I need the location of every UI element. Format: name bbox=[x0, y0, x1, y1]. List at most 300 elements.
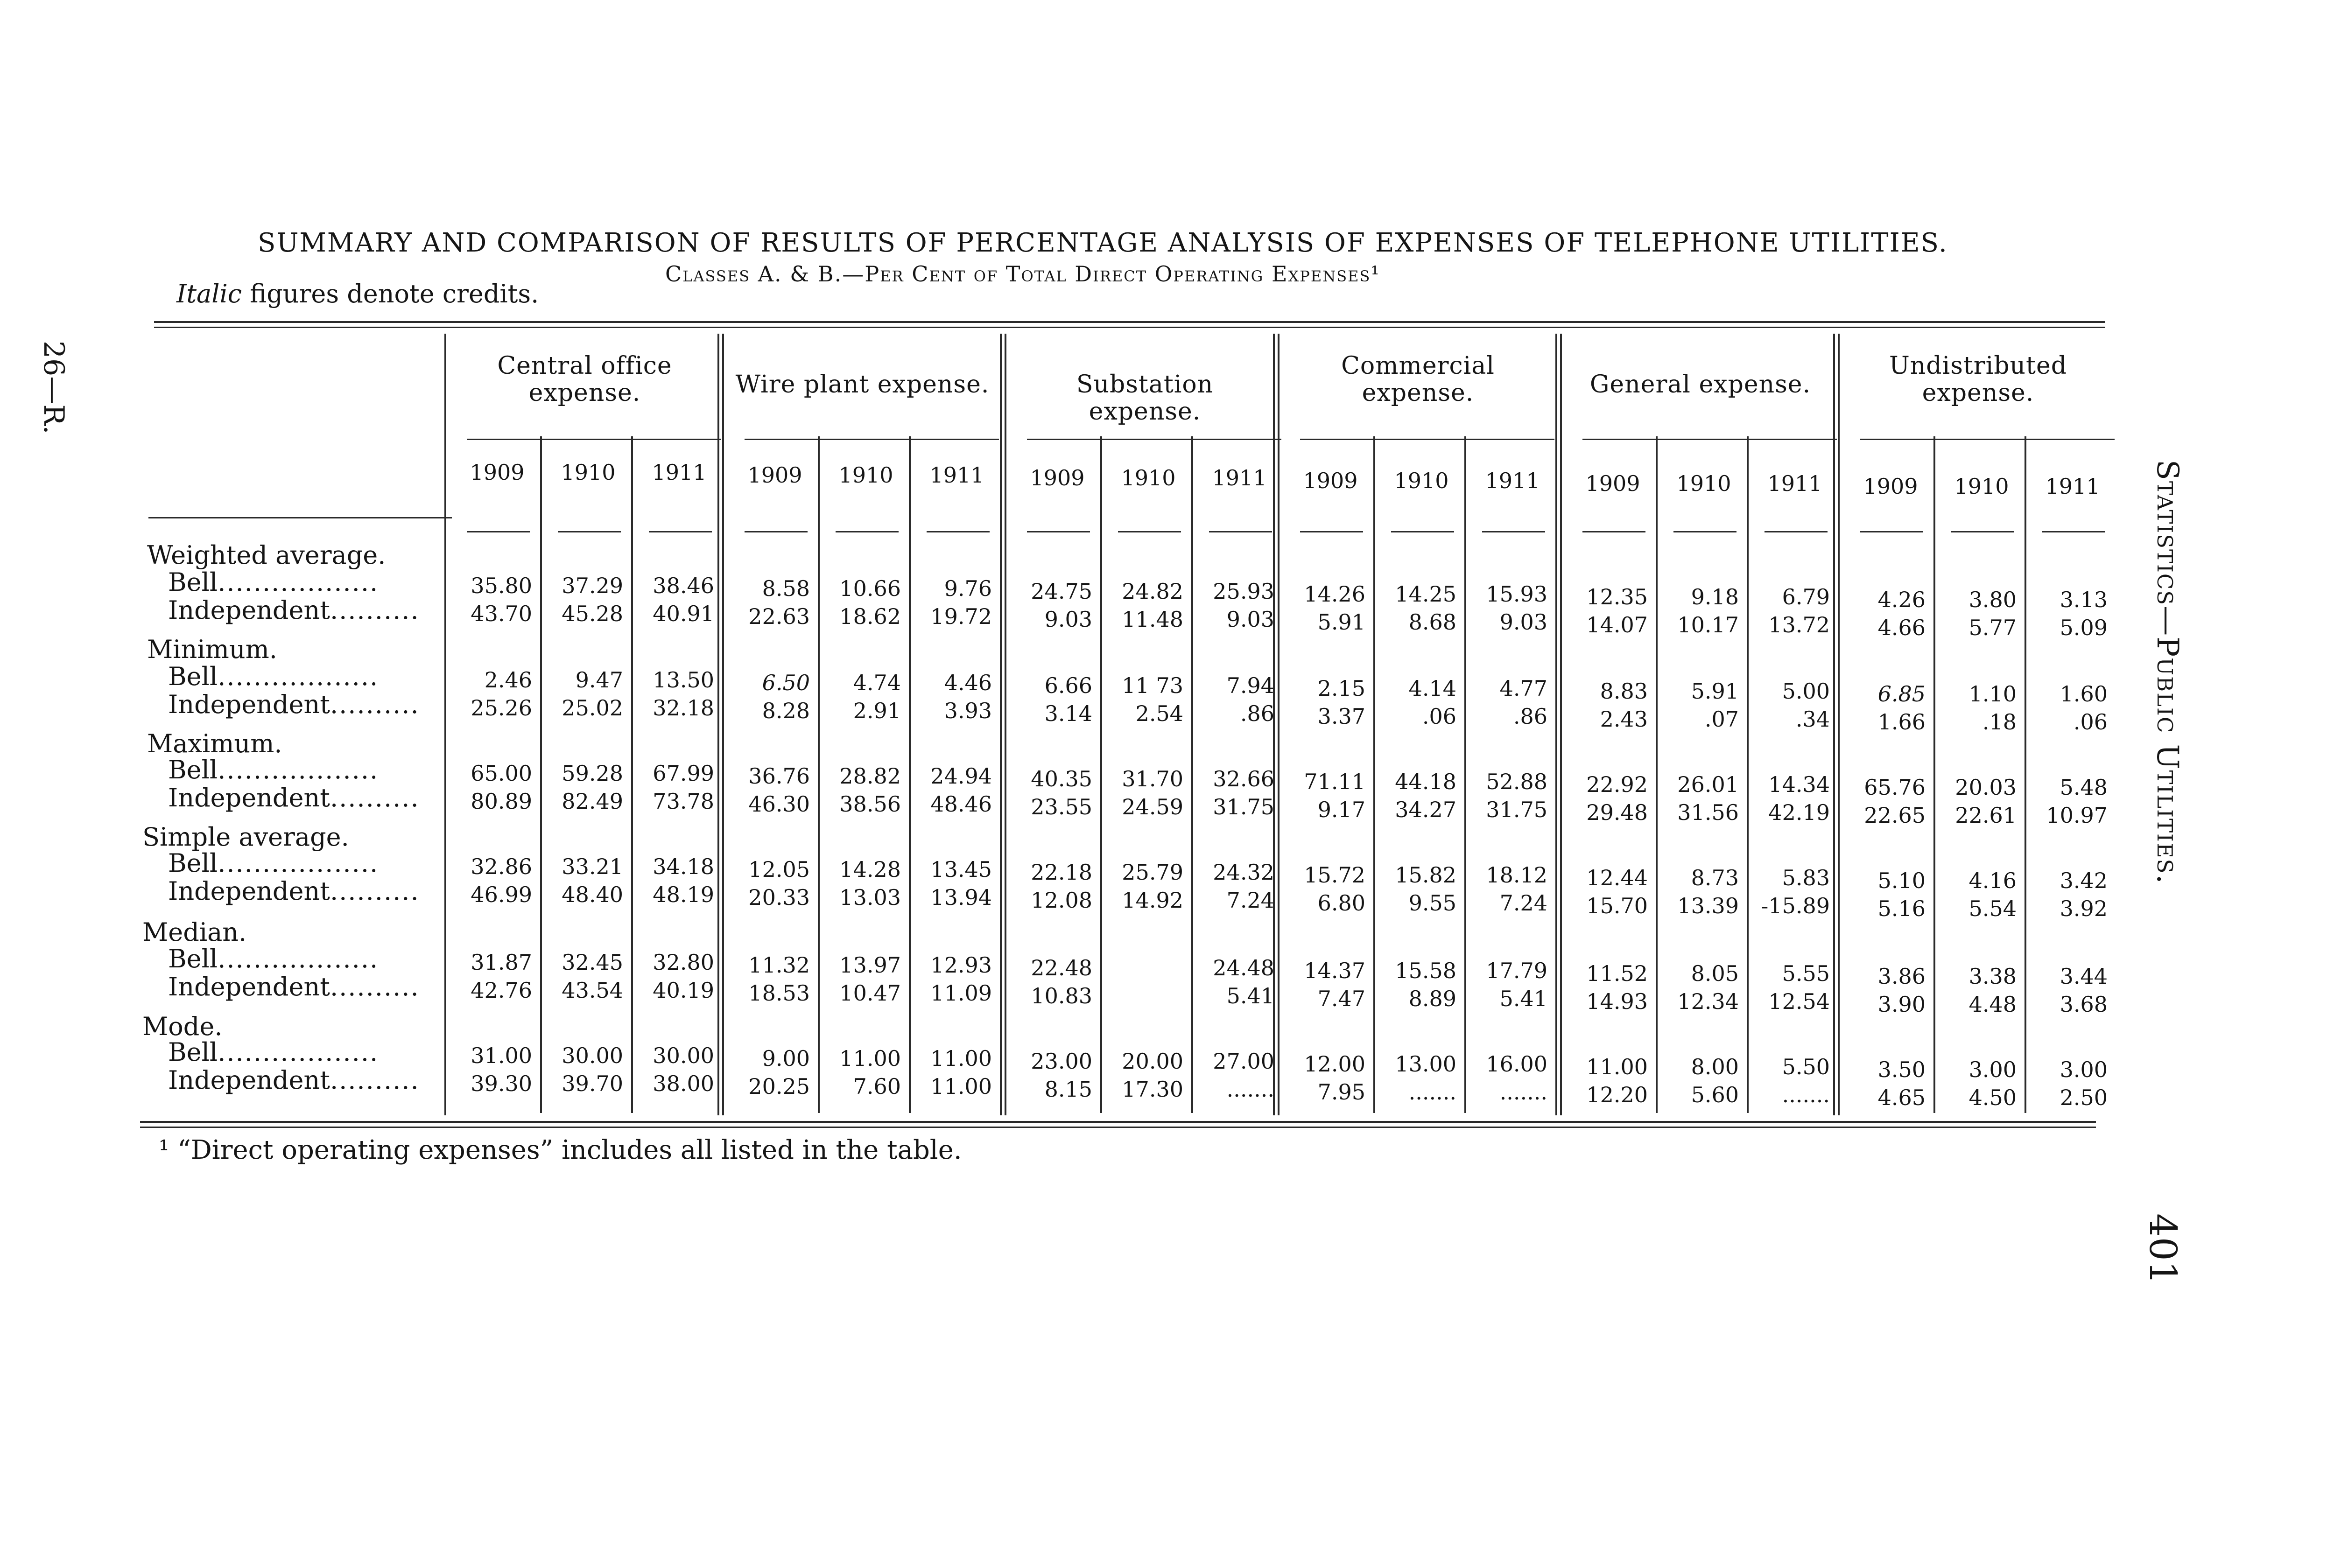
data-cell: 11.52 bbox=[1586, 961, 1648, 986]
group-heading: General expense. bbox=[1589, 371, 1811, 399]
data-cell: 23.00 bbox=[1031, 1049, 1092, 1074]
year-heading: 1909 bbox=[1303, 468, 1358, 493]
data-cell: 3.92 bbox=[2060, 896, 2108, 921]
data-cell: 3.13 bbox=[2060, 587, 2108, 612]
data-cell: 27.00 bbox=[1213, 1049, 1274, 1074]
data-cell: 1.66 bbox=[1877, 709, 1926, 735]
data-cell: 3.44 bbox=[2060, 964, 2108, 989]
data-cell: 38.00 bbox=[653, 1071, 714, 1096]
col-divider bbox=[1191, 436, 1193, 1113]
data-cell: 5.50 bbox=[1782, 1054, 1830, 1079]
data-cell: 48.40 bbox=[562, 882, 623, 907]
row-label-text: Bell bbox=[168, 755, 218, 784]
data-cell: 31.00 bbox=[471, 1043, 532, 1068]
data-cell: 11.00 bbox=[1586, 1054, 1648, 1079]
year-heading: 1911 bbox=[652, 460, 707, 485]
col-divider bbox=[2025, 436, 2026, 1113]
data-cell: 2.15 bbox=[1317, 676, 1365, 701]
leader-dots: .......... bbox=[330, 1065, 420, 1095]
data-cell: 3.42 bbox=[2060, 868, 2108, 893]
data-cell: 14.34 bbox=[1768, 772, 1830, 797]
data-cell: 33.21 bbox=[562, 854, 623, 879]
year-heading: 1911 bbox=[929, 462, 984, 488]
data-cell: 5.54 bbox=[1968, 896, 2017, 921]
data-cell: 5.91 bbox=[1691, 679, 1739, 704]
row-label-text: Bell bbox=[168, 662, 218, 691]
data-cell: 6.79 bbox=[1782, 584, 1830, 609]
side-page-label: 26—R. bbox=[37, 341, 70, 434]
data-cell: 15.93 bbox=[1486, 581, 1547, 607]
year-rule bbox=[1482, 531, 1545, 532]
data-cell: 32.18 bbox=[653, 695, 714, 721]
data-cell: 8.89 bbox=[1408, 986, 1456, 1011]
group-divider bbox=[722, 334, 724, 1115]
data-cell: 5.16 bbox=[1877, 896, 1926, 921]
data-cell: 5.10 bbox=[1877, 868, 1926, 893]
group-rule bbox=[467, 439, 721, 440]
year-heading: 1909 bbox=[470, 460, 525, 485]
data-cell: 43.70 bbox=[471, 601, 532, 626]
leader-dots: .......... bbox=[330, 783, 420, 812]
data-cell: 48.46 bbox=[930, 791, 992, 817]
data-cell: 10.83 bbox=[1031, 983, 1092, 1008]
leader-dots: .......... bbox=[330, 690, 420, 719]
data-cell: 24.94 bbox=[930, 763, 992, 789]
data-cell: 24.82 bbox=[1122, 579, 1183, 604]
data-cell: 32.66 bbox=[1213, 766, 1274, 791]
data-cell: 32.45 bbox=[562, 950, 623, 975]
year-heading: 1909 bbox=[1585, 471, 1640, 496]
data-cell: 4.74 bbox=[853, 670, 901, 695]
row-label-text: Independent bbox=[168, 972, 330, 1001]
data-cell: 22.92 bbox=[1586, 772, 1648, 797]
data-cell: 8.15 bbox=[1044, 1077, 1092, 1102]
data-cell: 12.34 bbox=[1677, 989, 1739, 1014]
data-cell: 8.28 bbox=[762, 698, 810, 723]
data-cell: 2.43 bbox=[1600, 707, 1648, 732]
data-cell: 3.37 bbox=[1317, 704, 1365, 729]
data-cell: 11.00 bbox=[930, 1074, 992, 1099]
year-rule bbox=[1951, 531, 2014, 532]
page-subtitle: Classes A. & B.—Per Cent of Total Direct Operating Expenses¹ bbox=[665, 261, 1380, 287]
data-cell: 5.77 bbox=[1968, 615, 2017, 640]
data-cell: 4.50 bbox=[1968, 1085, 2017, 1110]
data-cell: 18.12 bbox=[1486, 862, 1547, 888]
italic-note bbox=[176, 279, 539, 308]
data-cell: 9.55 bbox=[1408, 890, 1456, 916]
data-cell: 43.54 bbox=[562, 978, 623, 1003]
data-cell: 20.00 bbox=[1122, 1049, 1183, 1074]
row-label bbox=[168, 848, 379, 878]
year-heading: 1911 bbox=[1767, 471, 1822, 496]
group-divider-double bbox=[1000, 334, 1002, 1115]
data-cell: 7.24 bbox=[1226, 888, 1274, 913]
col-divider bbox=[818, 436, 820, 1113]
data-cell: 80.89 bbox=[471, 789, 532, 814]
year-rule bbox=[927, 531, 990, 532]
group-rule bbox=[1027, 439, 1281, 440]
year-rule bbox=[558, 531, 621, 532]
data-cell: 46.99 bbox=[471, 882, 532, 907]
data-cell: 38.46 bbox=[653, 573, 714, 598]
data-cell: 13.03 bbox=[839, 885, 901, 910]
group-rule bbox=[1300, 439, 1554, 440]
data-cell: 6.80 bbox=[1317, 890, 1365, 916]
data-cell: 15.58 bbox=[1395, 958, 1456, 983]
data-cell: 1.60 bbox=[2060, 681, 2108, 707]
section-heading: Minimum. bbox=[147, 635, 277, 664]
data-cell: 3.68 bbox=[2060, 992, 2108, 1017]
group-heading: Central office expense. bbox=[497, 352, 672, 407]
data-cell: 12.00 bbox=[1304, 1051, 1365, 1077]
data-cell: 40.19 bbox=[653, 978, 714, 1003]
data-cell: 2.91 bbox=[853, 698, 901, 723]
data-cell: 12.93 bbox=[930, 952, 992, 978]
data-cell: 28.82 bbox=[839, 763, 901, 789]
data-cell: 1.10 bbox=[1968, 681, 2017, 707]
data-cell: 13.97 bbox=[839, 952, 901, 978]
data-cell: 9.47 bbox=[575, 667, 623, 693]
data-cell: 10.47 bbox=[839, 980, 901, 1006]
data-cell: 20.25 bbox=[748, 1074, 810, 1099]
bottom-rule bbox=[140, 1121, 2096, 1123]
row-label bbox=[168, 1065, 420, 1095]
data-cell: 30.00 bbox=[562, 1043, 623, 1068]
data-cell: 34.27 bbox=[1395, 797, 1456, 822]
row-label-text: Independent bbox=[168, 783, 330, 812]
leader-dots: .......... bbox=[330, 876, 420, 906]
data-cell: 31.75 bbox=[1486, 797, 1547, 822]
footnote: ¹ “Direct operating expenses” includes all listed in the table. bbox=[159, 1135, 962, 1165]
data-cell: 29.48 bbox=[1586, 800, 1648, 825]
data-cell: 31.70 bbox=[1122, 766, 1183, 791]
data-cell: 24.75 bbox=[1031, 579, 1092, 604]
group-divider bbox=[444, 334, 446, 1115]
data-cell: 7.47 bbox=[1317, 986, 1365, 1011]
data-cell: ....... bbox=[1408, 1079, 1456, 1105]
data-cell: 46.30 bbox=[748, 791, 810, 817]
section-heading: Median. bbox=[142, 917, 247, 947]
data-cell: .34 bbox=[1795, 707, 1830, 732]
year-rule bbox=[1027, 531, 1090, 532]
year-heading: 1909 bbox=[1030, 465, 1085, 490]
data-cell: 14.07 bbox=[1586, 612, 1648, 637]
data-cell: 40.35 bbox=[1031, 766, 1092, 791]
data-cell: 4.48 bbox=[1968, 992, 2017, 1017]
data-cell: 12.35 bbox=[1586, 584, 1648, 609]
top-rule bbox=[154, 321, 2105, 323]
data-cell: 10.17 bbox=[1677, 612, 1739, 637]
col-divider bbox=[1373, 436, 1375, 1113]
group-rule bbox=[1860, 439, 2115, 440]
data-cell: 30.00 bbox=[653, 1043, 714, 1068]
data-cell: 8.05 bbox=[1691, 961, 1739, 986]
col-divider bbox=[1464, 436, 1466, 1113]
data-cell: 5.83 bbox=[1782, 865, 1830, 890]
group-divider bbox=[1838, 334, 1840, 1115]
data-cell: 4.77 bbox=[1499, 676, 1547, 701]
year-heading: 1909 bbox=[747, 462, 802, 488]
data-cell: 31.75 bbox=[1213, 794, 1274, 819]
row-label-text: Independent bbox=[168, 876, 330, 906]
data-cell: 32.80 bbox=[653, 950, 714, 975]
data-cell: 16.00 bbox=[1486, 1051, 1547, 1077]
year-heading: 1911 bbox=[1212, 465, 1267, 490]
group-heading: Wire plant expense. bbox=[735, 371, 990, 399]
year-heading: 1910 bbox=[561, 460, 616, 485]
data-cell: 5.55 bbox=[1782, 961, 1830, 986]
leader-dots: .................. bbox=[218, 567, 379, 597]
data-cell: 24.32 bbox=[1213, 860, 1274, 885]
data-cell: 7.60 bbox=[853, 1074, 901, 1099]
data-cell: 5.09 bbox=[2060, 615, 2108, 640]
data-cell: 52.88 bbox=[1486, 769, 1547, 794]
col-divider bbox=[540, 436, 542, 1113]
group-rule bbox=[745, 439, 999, 440]
data-cell: ....... bbox=[1499, 1079, 1547, 1105]
col-divider bbox=[1747, 436, 1749, 1113]
row-label-text: Independent bbox=[168, 690, 330, 719]
data-cell: 12.54 bbox=[1768, 989, 1830, 1014]
year-heading: 1910 bbox=[838, 462, 893, 488]
data-cell: 22.48 bbox=[1031, 955, 1092, 980]
data-cell: 18.53 bbox=[748, 980, 810, 1006]
group-divider bbox=[1278, 334, 1279, 1115]
data-cell: 5.41 bbox=[1499, 986, 1547, 1011]
data-cell: .86 bbox=[1240, 701, 1274, 726]
data-cell: 22.65 bbox=[1864, 803, 1926, 828]
row-label bbox=[168, 1037, 379, 1067]
data-cell: 3.14 bbox=[1044, 701, 1092, 726]
group-divider bbox=[1560, 334, 1562, 1115]
data-cell: 59.28 bbox=[562, 761, 623, 786]
data-cell: 8.68 bbox=[1408, 609, 1456, 635]
data-cell: 9.76 bbox=[944, 576, 992, 601]
row-label bbox=[168, 783, 420, 812]
data-cell: 3.00 bbox=[2060, 1057, 2108, 1082]
section-heading: Maximum. bbox=[147, 729, 282, 758]
group-heading: Commercial expense. bbox=[1341, 352, 1495, 407]
data-cell: 9.03 bbox=[1499, 609, 1547, 635]
group-rule bbox=[1582, 439, 1837, 440]
col-divider bbox=[909, 436, 911, 1113]
data-cell: 17.30 bbox=[1122, 1077, 1183, 1102]
data-cell: 48.19 bbox=[653, 882, 714, 907]
year-rule bbox=[745, 531, 808, 532]
data-cell: 13.72 bbox=[1768, 612, 1830, 637]
year-rule bbox=[2042, 531, 2105, 532]
page-number: 401 bbox=[2141, 1213, 2185, 1285]
year-rule bbox=[1300, 531, 1363, 532]
stub-rule bbox=[148, 517, 452, 518]
year-heading: 1910 bbox=[1121, 465, 1176, 490]
data-cell: 4.16 bbox=[1968, 868, 2017, 893]
data-cell: 4.14 bbox=[1408, 676, 1456, 701]
data-cell: 14.26 bbox=[1304, 581, 1365, 607]
data-cell: 20.33 bbox=[748, 885, 810, 910]
data-cell: 14.28 bbox=[839, 857, 901, 882]
year-heading: 1909 bbox=[1863, 474, 1918, 499]
data-cell: 7.24 bbox=[1499, 890, 1547, 916]
data-cell: 3.38 bbox=[1968, 964, 2017, 989]
year-rule bbox=[1860, 531, 1923, 532]
group-divider bbox=[1005, 334, 1006, 1115]
data-cell: 40.91 bbox=[653, 601, 714, 626]
group-divider-double bbox=[717, 334, 719, 1115]
year-rule bbox=[1391, 531, 1454, 532]
data-cell: 3.90 bbox=[1877, 992, 1926, 1017]
leader-dots: .................. bbox=[218, 848, 379, 878]
data-cell: 8.58 bbox=[762, 576, 810, 601]
year-rule bbox=[1582, 531, 1645, 532]
data-cell: 37.29 bbox=[562, 573, 623, 598]
row-label bbox=[168, 567, 379, 597]
data-cell: ....... bbox=[1782, 1082, 1830, 1107]
data-cell: 13.00 bbox=[1395, 1051, 1456, 1077]
data-cell: 3.86 bbox=[1877, 964, 1926, 989]
data-cell: 23.55 bbox=[1031, 794, 1092, 819]
data-cell: 14.93 bbox=[1586, 989, 1648, 1014]
data-cell: 38.56 bbox=[839, 791, 901, 817]
data-cell: 20.03 bbox=[1955, 775, 2017, 800]
col-divider bbox=[1656, 436, 1658, 1113]
data-cell: .06 bbox=[1422, 704, 1456, 729]
leader-dots: .................. bbox=[218, 662, 379, 691]
row-label bbox=[168, 944, 379, 973]
data-cell: 5.48 bbox=[2060, 775, 2108, 800]
data-cell: 5.41 bbox=[1226, 983, 1274, 1008]
data-cell: 11.09 bbox=[930, 980, 992, 1006]
year-rule bbox=[467, 531, 530, 532]
row-label-text: Bell bbox=[168, 944, 218, 973]
data-cell: 4.46 bbox=[944, 670, 992, 695]
bottom-rule-2 bbox=[140, 1127, 2096, 1128]
data-cell: 45.28 bbox=[562, 601, 623, 626]
leader-dots: .................. bbox=[218, 944, 379, 973]
data-cell: 4.26 bbox=[1877, 587, 1926, 612]
data-cell: 13.94 bbox=[930, 885, 992, 910]
data-cell: 4.65 bbox=[1877, 1085, 1926, 1110]
data-cell: 44.18 bbox=[1395, 769, 1456, 794]
year-rule bbox=[836, 531, 899, 532]
data-cell: 14.25 bbox=[1395, 581, 1456, 607]
section-heading: Weighted average. bbox=[147, 540, 386, 570]
data-cell: 4.66 bbox=[1877, 615, 1926, 640]
data-cell: 22.63 bbox=[748, 604, 810, 629]
top-rule-2 bbox=[154, 327, 2105, 328]
leader-dots: .................. bbox=[218, 755, 379, 784]
row-label bbox=[168, 595, 420, 625]
data-cell: 32.86 bbox=[471, 854, 532, 879]
data-cell: 2.54 bbox=[1135, 701, 1183, 726]
data-cell: 36.76 bbox=[748, 763, 810, 789]
data-cell: .18 bbox=[1982, 709, 2017, 735]
group-divider-double bbox=[1833, 334, 1835, 1115]
italic-note-word: Italic bbox=[176, 279, 242, 308]
page-title: SUMMARY AND COMPARISON OF RESULTS OF PERCENTAGE ANALYSIS OF EXPENSES OF TELEPHONE UTILITIES. bbox=[258, 228, 1948, 258]
data-cell: 5.91 bbox=[1317, 609, 1365, 635]
data-cell: 26.01 bbox=[1677, 772, 1739, 797]
col-divider bbox=[1933, 436, 1935, 1113]
data-cell: 25.26 bbox=[471, 695, 532, 721]
section-heading: Mode. bbox=[142, 1012, 223, 1041]
group-heading: Substation expense. bbox=[1076, 371, 1214, 426]
data-cell: 24.59 bbox=[1122, 794, 1183, 819]
data-cell: 9.03 bbox=[1044, 607, 1092, 632]
year-rule bbox=[1209, 531, 1272, 532]
data-cell: 5.60 bbox=[1691, 1082, 1739, 1107]
leader-dots: .......... bbox=[330, 595, 420, 625]
year-rule bbox=[649, 531, 712, 532]
data-cell: 67.99 bbox=[653, 761, 714, 786]
data-cell: 42.19 bbox=[1768, 800, 1830, 825]
data-cell: 42.76 bbox=[471, 978, 532, 1003]
row-label bbox=[168, 876, 420, 906]
data-cell: 12.05 bbox=[748, 857, 810, 882]
row-label bbox=[168, 662, 379, 691]
leader-dots: .......... bbox=[330, 972, 420, 1001]
data-cell: 2.46 bbox=[484, 667, 532, 693]
data-cell: .07 bbox=[1704, 707, 1739, 732]
data-cell: 11.32 bbox=[748, 952, 810, 978]
group-heading: Undistributed expense. bbox=[1889, 352, 2067, 407]
data-cell: 3.80 bbox=[1968, 587, 2017, 612]
data-cell: 19.72 bbox=[930, 604, 992, 629]
group-divider-double bbox=[1555, 334, 1557, 1115]
section-heading: Simple average. bbox=[142, 822, 349, 852]
row-label-text: Bell bbox=[168, 1037, 218, 1067]
year-rule bbox=[1118, 531, 1181, 532]
data-cell: 31.87 bbox=[471, 950, 532, 975]
year-rule bbox=[1765, 531, 1828, 532]
data-cell: 5.00 bbox=[1782, 679, 1830, 704]
data-cell: 31.56 bbox=[1677, 800, 1739, 825]
data-cell: 2.50 bbox=[2060, 1085, 2108, 1110]
year-heading: 1911 bbox=[2045, 474, 2100, 499]
data-cell: 15.82 bbox=[1395, 862, 1456, 888]
data-cell: 17.79 bbox=[1486, 958, 1547, 983]
running-head: Statistics—Public Utilities. bbox=[2150, 460, 2185, 885]
data-cell: 14.92 bbox=[1122, 888, 1183, 913]
row-label bbox=[168, 690, 420, 719]
data-cell: 12.08 bbox=[1031, 888, 1092, 913]
row-label-text: Bell bbox=[168, 848, 218, 878]
row-label bbox=[168, 755, 379, 784]
data-cell: 24.48 bbox=[1213, 955, 1274, 980]
data-cell: 10.66 bbox=[839, 576, 901, 601]
data-cell: 13.39 bbox=[1677, 893, 1739, 918]
data-cell: 14.37 bbox=[1304, 958, 1365, 983]
data-cell: 65.00 bbox=[471, 761, 532, 786]
data-cell: 34.18 bbox=[653, 854, 714, 879]
leader-dots: .................. bbox=[218, 1037, 379, 1067]
data-cell: 25.93 bbox=[1213, 579, 1274, 604]
data-cell: 8.00 bbox=[1691, 1054, 1739, 1079]
year-heading: 1910 bbox=[1954, 474, 2009, 499]
data-cell: 35.80 bbox=[471, 573, 532, 598]
data-cell: 11.48 bbox=[1122, 607, 1183, 632]
data-cell: 6.50 bbox=[762, 670, 810, 695]
data-cell: 9.18 bbox=[1691, 584, 1739, 609]
data-cell: 3.00 bbox=[1968, 1057, 2017, 1082]
data-cell: 15.70 bbox=[1586, 893, 1648, 918]
row-label-text: Bell bbox=[168, 567, 218, 597]
data-cell: 13.45 bbox=[930, 857, 992, 882]
year-rule bbox=[1673, 531, 1736, 532]
row-label-text: Independent bbox=[168, 595, 330, 625]
data-cell: 9.17 bbox=[1317, 797, 1365, 822]
data-cell: 39.70 bbox=[562, 1071, 623, 1096]
